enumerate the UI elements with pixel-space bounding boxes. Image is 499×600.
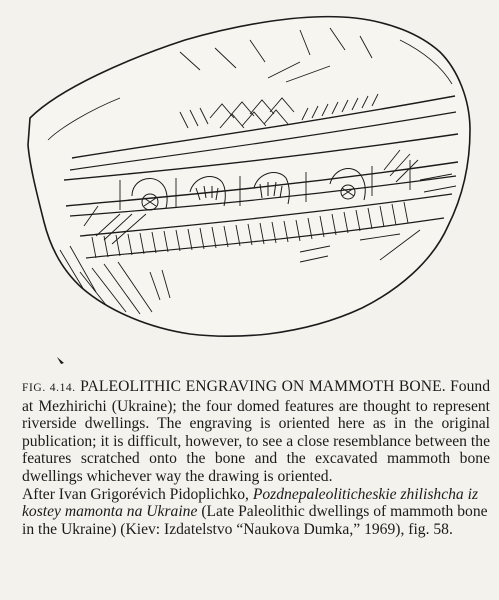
caption-source — [22, 486, 490, 539]
source-title: Pozdnepaleoliticheskie zhilishcha iz kostey mamonta na Ukraine — [22, 485, 479, 521]
source-suffix: (Late Paleolithic dwellings of mammoth bone in the Ukraine) (Kiev: Izdatelstvo “Naukova Dumka,” 1969), fig. 58. — [22, 503, 488, 538]
caption-text — [22, 378, 490, 486]
pointer-mark-icon — [55, 352, 71, 364]
figure-title: PALEOLITHIC ENGRAVING ON MAMMOTH BONE. — [80, 378, 446, 395]
source-prefix: After Ivan Grigorévich Pidoplichko, — [22, 485, 249, 503]
figure-caption — [22, 378, 490, 538]
caption-body: Found at Mezhirichi (Ukraine); the four domed features are thought to represent riverside dwellings. The engraving is oriented here as in the original publication; it is difficult, however, to see a close resemblance between the features scratched onto the bone and the excavated mammoth bone dwellings whichever way the drawing is oriented. — [22, 378, 490, 485]
figure-label: FIG. 4.14. — [22, 382, 76, 394]
